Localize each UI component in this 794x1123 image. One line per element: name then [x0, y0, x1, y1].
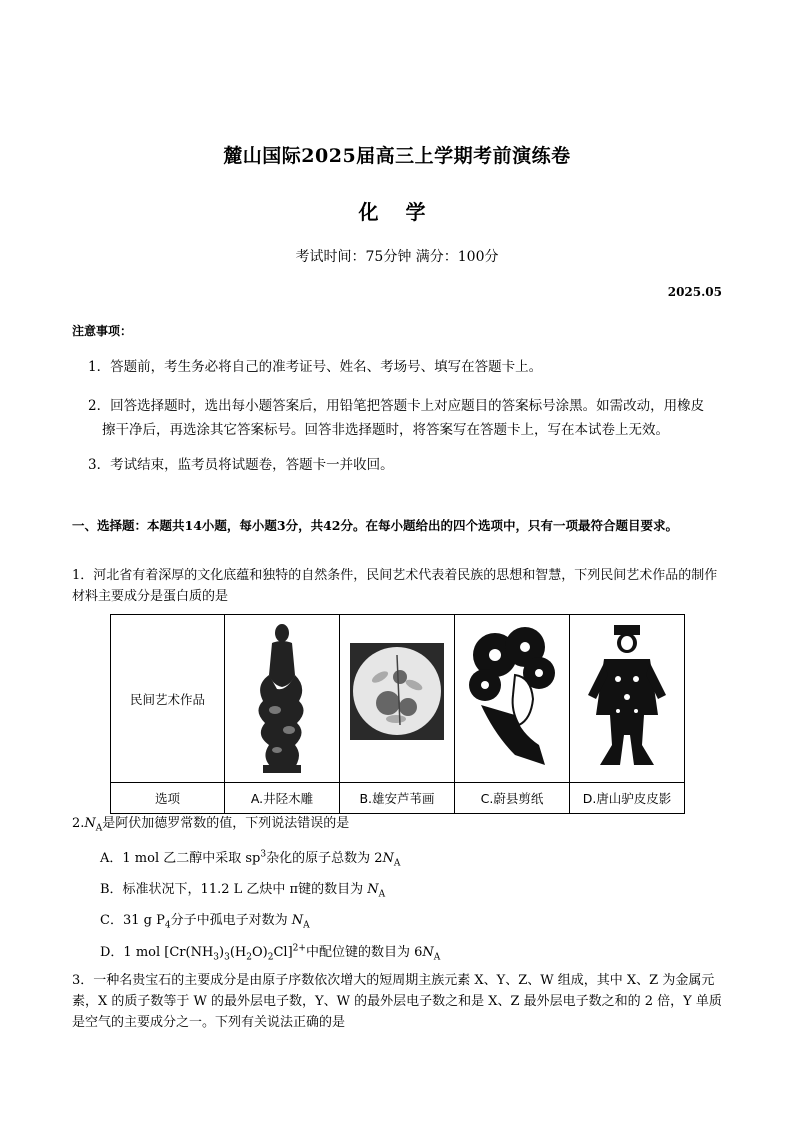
notice-title: 注意事项：	[72, 324, 133, 338]
question-1-table	[110, 614, 685, 814]
notice-item-2-cont: 擦干净后，再选涂其它答案标号。回答非选择题时，将答案写在答题卡上，写在本试卷上无效。	[102, 422, 669, 438]
question-2-option-a: A．1 mol 乙二醇中采取 $sp^3$杂化的原子总数为 $2N_A$	[100, 849, 401, 869]
section-heading: 一、选择题：本题共14小题，每小题3分，共42分。在每小题给出的四个选项中，只有一项最符合题目要求。	[72, 518, 678, 533]
subject-title: 化 学	[358, 200, 436, 224]
question-2-option-b: B．标准状况下，11.2 L 乙炔中 π键的数目为 $N_A$	[100, 882, 386, 900]
row-header-artwork: 民间艺术作品	[111, 615, 225, 783]
exam-date: 2025.05	[667, 285, 722, 299]
paper-cut-icon	[455, 615, 569, 779]
question-3-stem: 3．一种名贵宝石的主要成分是由原子序数依次增大的短周期主族元素 X、Y、Z、W 组成，其中 X、Z 为金属元素，X 的质子数等于 W 的最外层电子数，Y、W 的最外层电子数之和是 X、Z 最外层电子数之和的 2 倍，Y 单质是空气的主要成分之一。下列有关说法正确的是	[72, 973, 722, 1030]
reed-painting-image	[340, 615, 455, 783]
question-2-option-c: C．31 g $P_4$分子中孤电子对数为 $N_A$	[100, 913, 310, 931]
question-2-stem: $2.N_A$是阿伏加德罗常数的值，下列说法错误的是	[72, 816, 350, 834]
paper-cut-image	[455, 615, 570, 783]
option-c: C.蔚县剪纸	[455, 783, 570, 814]
option-b: B.雄安芦苇画	[340, 783, 455, 814]
shadow-puppet-icon	[570, 615, 684, 779]
wood-carving-image	[225, 615, 340, 783]
exam-title: 麓山国际2025届高三上学期考前演练卷	[223, 145, 571, 167]
notice-item-3: 3．考试结束，监考员将试题卷，答题卡一并收回。	[88, 457, 394, 473]
notice-item-2: 2．回答选择题时，选出每小题答案后，用铅笔把答题卡上对应题目的答案标号涂黑。如需改动，用橡皮	[88, 398, 705, 414]
option-d: D.唐山驴皮皮影	[570, 783, 685, 814]
wood-carving-icon	[225, 615, 339, 779]
question-1-stem: 1．河北省有着深厚的文化底蕴和独特的自然条件，民间艺术代表着民族的思想和智慧，下列民间艺术作品的制作材料主要成分是蛋白质的是	[72, 568, 718, 604]
reed-painting-icon	[340, 615, 454, 779]
option-a: A.井陉木雕	[225, 783, 340, 814]
question-2-option-d: D．1 mol $[Cr(NH_3)_3(H_2O)_2Cl]^{2+}$中配位键的数目为 $6N_A$	[100, 943, 441, 963]
notice-item-1: 1．答题前，考生务必将自己的准考证号、姓名、考场号、填写在答题卡上。	[88, 359, 543, 375]
exam-info: 考试时间：75分钟 满分：100分	[295, 249, 499, 265]
option-header: 选项	[111, 783, 225, 814]
shadow-puppet-image	[570, 615, 685, 783]
